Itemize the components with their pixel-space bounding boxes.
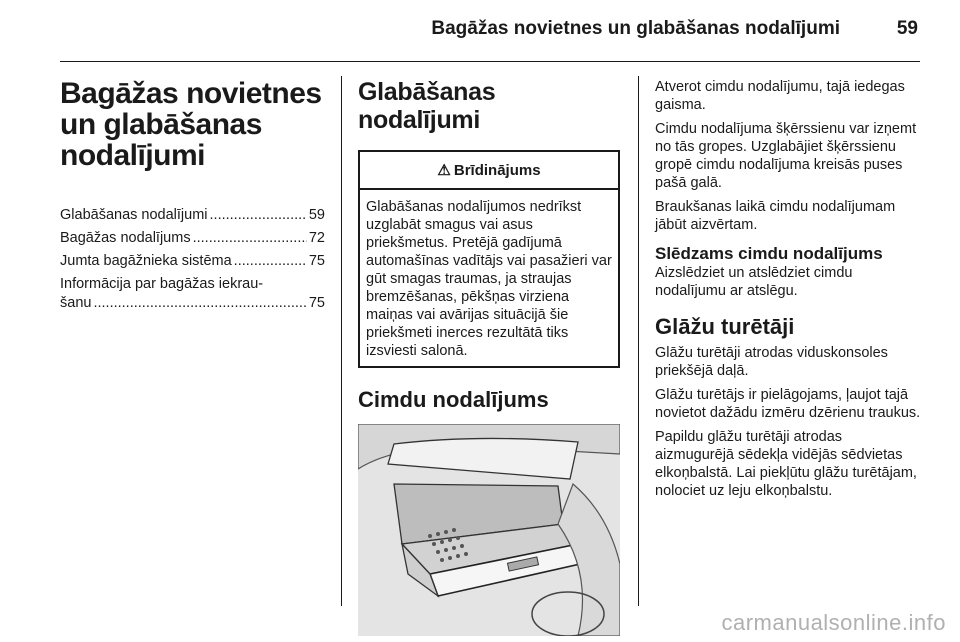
- watermark: carmanualsonline.info: [721, 610, 946, 635]
- toc-item-text-continued: šanu: [60, 295, 92, 311]
- paragraph: Glāžu turētājs ir pielāgojams, ļaujot tajā novietot dažādu izmēru dzērienu traukus.: [655, 387, 921, 421]
- toc-item-page: 75: [308, 295, 325, 311]
- warning-triangle-icon: ⚠: [437, 162, 451, 179]
- toc-item[interactable]: [60, 275, 325, 313]
- toc-leader-dots: [210, 206, 307, 225]
- toc-leader-dots: [93, 294, 306, 313]
- paragraph: Glāžu turētāji atrodas viduskonsoles priekšējā daļā.: [655, 345, 888, 379]
- glovebox-illustration: [358, 424, 620, 636]
- toc-item-text: Jumta bagāžnieka sistēma: [60, 253, 232, 269]
- warning-box: [358, 150, 620, 368]
- toc-item-text: Bagāžas nodalījums: [60, 230, 191, 246]
- toc-item-page: 59: [308, 207, 325, 223]
- paragraph: Atverot cimdu nodalījumu, tajā iedegas gaisma.: [655, 79, 905, 113]
- toc-leader-dots: [193, 229, 307, 248]
- subsection-title: Cimdu nodalījums: [358, 387, 549, 412]
- header-rule: [60, 61, 920, 62]
- column-divider-right: [638, 76, 639, 606]
- warning-title: Brīdinājums: [453, 161, 541, 179]
- toc-item-page: 72: [308, 230, 325, 246]
- chapter-title: Bagāžas novietnes un glabāšanas nodalījumi: [60, 77, 322, 172]
- paragraph: Cimdu nodalījuma šķērssienu var izņemt no tās gropes. Uzglabājiet šķērssienu gropē cimdu nodalījuma kreisās puses pašā galā.: [655, 121, 917, 191]
- page-header: [60, 14, 920, 48]
- warning-text: Glabāšanas nodalījumos nedrīkst uzglabāt smagus vai asus priekšmetus. Pretējā gadījumā automašīnas vadītājs vai pasažieri var gūt smagas traumas, ja straujas bremzēšanas, pēkšņas virziena maiņas vai avārijas situācijā šie priekšmeti inerces rezultātā tiks izsviesti salonā.: [366, 199, 612, 359]
- toc-item[interactable]: [60, 229, 325, 248]
- toc-item-text: Glabāšanas nodalījumi: [60, 207, 208, 223]
- subheading-lockable-glovebox: Slēdzams cimdu nodalījums: [655, 244, 883, 263]
- chapter-column: [60, 78, 325, 317]
- paragraph: Papildu glāžu turētāji atrodas aizmugurējā sēdekļa vidējās sēdvietas elkoņbalstā. Lai piekļūtu glāžu turētājam, nolociet uz leju elkoņbalstu.: [655, 429, 917, 499]
- paragraph: Braukšanas laikā cimdu nodalījumam jābūt aizvērtam.: [655, 199, 896, 233]
- middle-column: [358, 78, 622, 641]
- toc-item-text: Informācija par bagāžas iekrau-: [60, 276, 264, 292]
- toc-item[interactable]: [60, 252, 325, 271]
- table-of-contents: [60, 206, 325, 313]
- warning-header: [360, 152, 618, 190]
- right-column: [655, 78, 923, 506]
- column-divider-left: [341, 76, 342, 606]
- running-header-title: Bagāžas novietnes un glabāšanas nodalījumi: [431, 18, 840, 39]
- subsection-title-cupholders: Glāžu turētāji: [655, 314, 795, 339]
- toc-item-page: 75: [308, 253, 325, 269]
- section-title: Glabāšanas nodalījumi: [358, 78, 496, 134]
- paragraph: Aizslēdziet un atslēdziet cimdu nodalījumu ar atslēgu.: [655, 265, 853, 299]
- toc-leader-dots: [234, 252, 307, 271]
- toc-item[interactable]: [60, 206, 325, 225]
- page-number: 59: [896, 18, 918, 39]
